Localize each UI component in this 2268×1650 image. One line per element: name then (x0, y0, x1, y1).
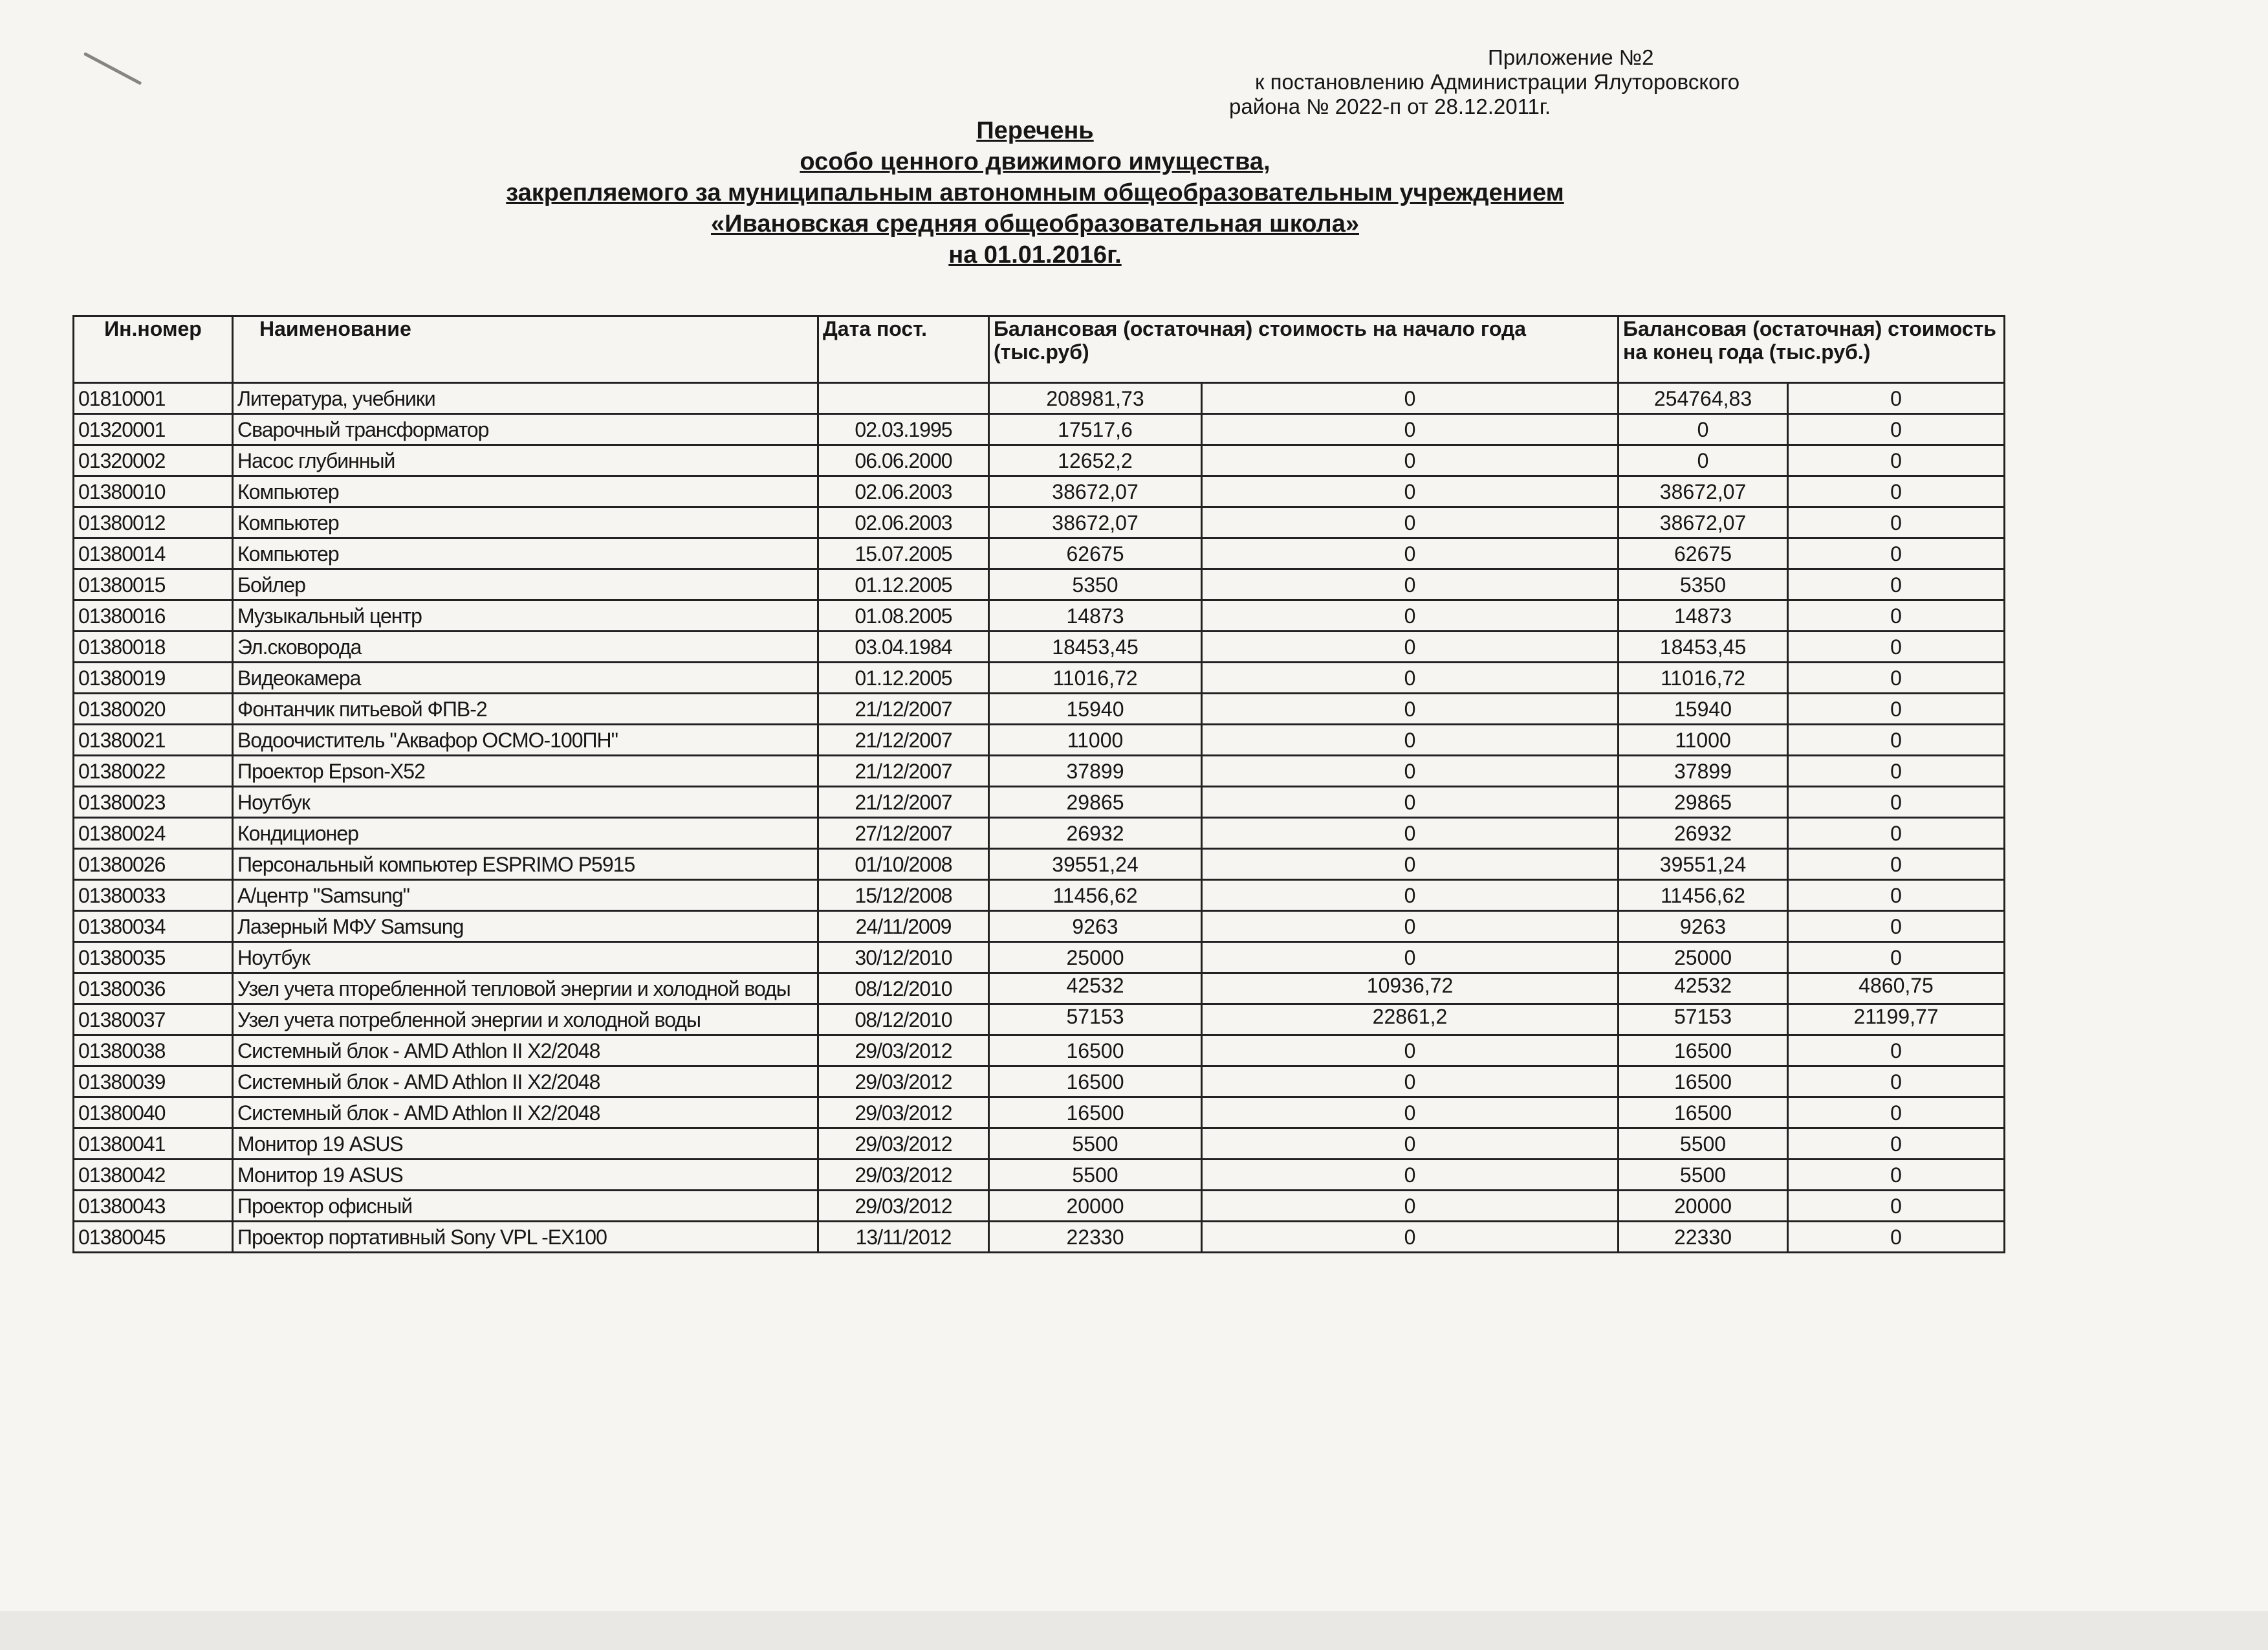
start-balance-value: 208981,73 (989, 383, 1202, 414)
title-line: на 01.01.2016г. (948, 241, 1122, 269)
item-name: Компьютер (233, 476, 818, 507)
end-residual-value: 0 (1788, 569, 2005, 600)
title-line: особо ценного движимого имущества, (800, 148, 1270, 175)
end-balance-value: 25000 (1619, 942, 1788, 973)
end-balance-value: 42532 (1619, 973, 1788, 1004)
table-row (74, 1128, 2005, 1160)
item-name: Сварочный трансформатор (233, 414, 818, 445)
item-name: Литература, учебники (233, 383, 818, 414)
table-row (74, 663, 2005, 694)
inventory-number: 01380021 (74, 725, 233, 756)
end-balance-value: 18453,45 (1619, 632, 1788, 663)
end-residual-value: 0 (1788, 694, 2005, 725)
end-residual-value: 0 (1788, 1160, 2005, 1191)
inventory-number: 01380026 (74, 849, 233, 880)
table-row (74, 1004, 2005, 1035)
end-residual-value: 4860,75 (1788, 973, 2005, 1004)
header-date: Дата пост. (818, 316, 989, 383)
start-residual-value: 0 (1202, 1097, 1619, 1128)
inventory-number: 01380024 (74, 818, 233, 849)
table-body (74, 383, 2005, 1253)
receipt-date: 21/12/2007 (818, 725, 989, 756)
receipt-date (818, 383, 989, 414)
end-residual-value: 0 (1788, 600, 2005, 632)
table-row (74, 414, 2005, 445)
inventory-number: 01320001 (74, 414, 233, 445)
end-residual-value: 0 (1788, 1097, 2005, 1128)
inventory-number: 01380014 (74, 538, 233, 569)
end-balance-value: 20000 (1619, 1191, 1788, 1222)
item-name: Монитор 19 ASUS (233, 1128, 818, 1160)
start-balance-value: 16500 (989, 1035, 1202, 1066)
title-line: Перечень (976, 117, 1094, 144)
end-residual-value: 0 (1788, 787, 2005, 818)
item-name: Персональный компьютер ESPRIMO P5915 (233, 849, 818, 880)
header-start-balance: Балансовая (остаточная) стоимость на начало года (тыс.руб) (989, 316, 1619, 383)
inventory-number: 01380036 (74, 973, 233, 1004)
table-row (74, 973, 2005, 1004)
end-balance-value: 37899 (1619, 756, 1788, 787)
inventory-number: 01380042 (74, 1160, 233, 1191)
end-residual-value: 0 (1788, 911, 2005, 942)
table-row (74, 600, 2005, 632)
start-balance-value: 39551,24 (989, 849, 1202, 880)
receipt-date: 01/10/2008 (818, 849, 989, 880)
table-header-row (74, 316, 2005, 383)
receipt-date: 29/03/2012 (818, 1160, 989, 1191)
title-line: «Ивановская средняя общеобразовательная школа» (711, 210, 1359, 237)
receipt-date: 29/03/2012 (818, 1097, 989, 1128)
end-balance-value: 16500 (1619, 1035, 1788, 1066)
start-balance-value: 12652,2 (989, 445, 1202, 476)
item-name: Системный блок - AMD Athlon II X2/2048 (233, 1097, 818, 1128)
receipt-date: 29/03/2012 (818, 1066, 989, 1097)
table-row (74, 632, 2005, 663)
end-residual-value: 0 (1788, 1035, 2005, 1066)
end-balance-value: 38672,07 (1619, 507, 1788, 538)
table-row (74, 538, 2005, 569)
start-residual-value: 0 (1202, 383, 1619, 414)
end-residual-value: 0 (1788, 1128, 2005, 1160)
start-balance-value: 26932 (989, 818, 1202, 849)
item-name: Проектор Epson-X52 (233, 756, 818, 787)
table-row (74, 476, 2005, 507)
inventory-number: 01380038 (74, 1035, 233, 1066)
start-residual-value: 0 (1202, 694, 1619, 725)
item-name: Насос глубинный (233, 445, 818, 476)
table-row (74, 1160, 2005, 1191)
receipt-date: 01.12.2005 (818, 569, 989, 600)
end-residual-value: 0 (1788, 725, 2005, 756)
start-balance-value: 5350 (989, 569, 1202, 600)
item-name: А/центр "Samsung" (233, 880, 818, 911)
inventory-number: 01320002 (74, 445, 233, 476)
receipt-date: 24/11/2009 (818, 911, 989, 942)
receipt-date: 15/12/2008 (818, 880, 989, 911)
end-residual-value: 0 (1788, 756, 2005, 787)
inventory-number: 01380010 (74, 476, 233, 507)
inventory-number: 01380015 (74, 569, 233, 600)
table-row (74, 849, 2005, 880)
appendix-line: к постановлению Администрации Ялуторовского (1255, 70, 1740, 94)
start-residual-value: 0 (1202, 1191, 1619, 1222)
start-balance-value: 17517,6 (989, 414, 1202, 445)
table-row (74, 1222, 2005, 1253)
end-balance-value: 16500 (1619, 1066, 1788, 1097)
end-residual-value: 0 (1788, 1066, 2005, 1097)
end-residual-value: 0 (1788, 942, 2005, 973)
start-balance-value: 20000 (989, 1191, 1202, 1222)
start-balance-value: 16500 (989, 1097, 1202, 1128)
table-row (74, 942, 2005, 973)
receipt-date: 15.07.2005 (818, 538, 989, 569)
start-balance-value: 57153 (989, 1004, 1202, 1035)
start-residual-value: 0 (1202, 538, 1619, 569)
document-title (323, 115, 1747, 270)
start-residual-value: 0 (1202, 942, 1619, 973)
end-balance-value: 11000 (1619, 725, 1788, 756)
end-balance-value: 26932 (1619, 818, 1788, 849)
appendix-line: Приложение №2 (1488, 45, 1654, 69)
receipt-date: 30/12/2010 (818, 942, 989, 973)
end-residual-value: 0 (1788, 445, 2005, 476)
start-balance-value: 5500 (989, 1160, 1202, 1191)
inventory-number: 01380039 (74, 1066, 233, 1097)
end-balance-value: 9263 (1619, 911, 1788, 942)
table-row (74, 694, 2005, 725)
start-residual-value: 0 (1202, 476, 1619, 507)
start-residual-value: 0 (1202, 849, 1619, 880)
start-residual-value: 0 (1202, 880, 1619, 911)
inventory-number: 01810001 (74, 383, 233, 414)
start-residual-value: 0 (1202, 1066, 1619, 1097)
inventory-number: 01380033 (74, 880, 233, 911)
receipt-date: 01.12.2005 (818, 663, 989, 694)
start-residual-value: 0 (1202, 1035, 1619, 1066)
table-row (74, 880, 2005, 911)
start-residual-value: 0 (1202, 1128, 1619, 1160)
start-balance-value: 11456,62 (989, 880, 1202, 911)
header-end-balance: Балансовая (остаточная) стоимость на конец года (тыс.руб.) (1619, 316, 2005, 383)
end-balance-value: 11456,62 (1619, 880, 1788, 911)
receipt-date: 27/12/2007 (818, 818, 989, 849)
start-balance-value: 29865 (989, 787, 1202, 818)
start-residual-value: 0 (1202, 569, 1619, 600)
item-name: Ноутбук (233, 787, 818, 818)
receipt-date: 29/03/2012 (818, 1128, 989, 1160)
inventory-number: 01380022 (74, 756, 233, 787)
table-row (74, 1066, 2005, 1097)
item-name: Компьютер (233, 507, 818, 538)
item-name: Проектор портативный Sony VPL -EX100 (233, 1222, 818, 1253)
table-row (74, 756, 2005, 787)
end-residual-value: 0 (1788, 507, 2005, 538)
receipt-date: 29/03/2012 (818, 1035, 989, 1066)
end-residual-value: 0 (1788, 663, 2005, 694)
start-balance-value: 11016,72 (989, 663, 1202, 694)
start-residual-value: 0 (1202, 445, 1619, 476)
item-name: Музыкальный центр (233, 600, 818, 632)
item-name: Монитор 19 ASUS (233, 1160, 818, 1191)
end-residual-value: 0 (1788, 632, 2005, 663)
item-name: Фонтанчик питьевой ФПВ-2 (233, 694, 818, 725)
end-balance-value: 16500 (1619, 1097, 1788, 1128)
table-row (74, 445, 2005, 476)
end-balance-value: 15940 (1619, 694, 1788, 725)
table-row (74, 1035, 2005, 1066)
table-row (74, 569, 2005, 600)
start-residual-value: 0 (1202, 787, 1619, 818)
item-name: Водоочиститель "Аквафор ОСМО-100ПН" (233, 725, 818, 756)
end-residual-value: 0 (1788, 538, 2005, 569)
start-residual-value: 0 (1202, 756, 1619, 787)
end-balance-value: 5350 (1619, 569, 1788, 600)
item-name: Бойлер (233, 569, 818, 600)
title-line: закрепляемого за муниципальным автономным общеобразовательным учреждением (506, 179, 1564, 206)
start-balance-value: 5500 (989, 1128, 1202, 1160)
start-balance-value: 25000 (989, 942, 1202, 973)
inventory-number: 01380037 (74, 1004, 233, 1035)
item-name: Компьютер (233, 538, 818, 569)
start-residual-value: 0 (1202, 1160, 1619, 1191)
start-residual-value: 0 (1202, 1222, 1619, 1253)
end-balance-value: 39551,24 (1619, 849, 1788, 880)
end-residual-value: 0 (1788, 476, 2005, 507)
end-balance-value: 57153 (1619, 1004, 1788, 1035)
table-row (74, 911, 2005, 942)
end-balance-value: 62675 (1619, 538, 1788, 569)
start-balance-value: 62675 (989, 538, 1202, 569)
end-balance-value: 5500 (1619, 1128, 1788, 1160)
inventory-number: 01380034 (74, 911, 233, 942)
receipt-date: 21/12/2007 (818, 694, 989, 725)
start-balance-value: 22330 (989, 1222, 1202, 1253)
start-residual-value: 0 (1202, 600, 1619, 632)
start-residual-value: 0 (1202, 414, 1619, 445)
end-residual-value: 0 (1788, 414, 2005, 445)
start-balance-value: 16500 (989, 1066, 1202, 1097)
start-balance-value: 9263 (989, 911, 1202, 942)
table-row (74, 725, 2005, 756)
end-balance-value: 5500 (1619, 1160, 1788, 1191)
end-balance-value: 11016,72 (1619, 663, 1788, 694)
end-balance-value: 0 (1619, 445, 1788, 476)
item-name: Кондиционер (233, 818, 818, 849)
inventory-number: 01380020 (74, 694, 233, 725)
table-row (74, 818, 2005, 849)
end-balance-value: 22330 (1619, 1222, 1788, 1253)
item-name: Узел учета пторебленной тепловой энергии и холодной воды (233, 973, 818, 1004)
appendix-note (1229, 45, 1772, 119)
inventory-number: 01380016 (74, 600, 233, 632)
header-id: Ин.номер (74, 316, 233, 383)
end-residual-value: 21199,77 (1788, 1004, 2005, 1035)
end-balance-value: 29865 (1619, 787, 1788, 818)
receipt-date: 03.04.1984 (818, 632, 989, 663)
receipt-date: 01.08.2005 (818, 600, 989, 632)
start-residual-value: 0 (1202, 632, 1619, 663)
table-row (74, 1191, 2005, 1222)
receipt-date: 08/12/2010 (818, 1004, 989, 1035)
inventory-number: 01380019 (74, 663, 233, 694)
receipt-date: 02.06.2003 (818, 476, 989, 507)
start-balance-value: 14873 (989, 600, 1202, 632)
start-residual-value: 0 (1202, 663, 1619, 694)
start-residual-value: 10936,72 (1202, 973, 1619, 1004)
inventory-number: 01380041 (74, 1128, 233, 1160)
receipt-date: 06.06.2000 (818, 445, 989, 476)
end-residual-value: 0 (1788, 1191, 2005, 1222)
start-balance-value: 11000 (989, 725, 1202, 756)
inventory-number: 01380012 (74, 507, 233, 538)
scan-edge (0, 1611, 2268, 1650)
receipt-date: 08/12/2010 (818, 973, 989, 1004)
inventory-number: 01380018 (74, 632, 233, 663)
receipt-date: 21/12/2007 (818, 787, 989, 818)
appendix-line: района № 2022-п от 28.12.2011г. (1229, 94, 1551, 118)
header-name: Наименование (233, 316, 818, 383)
start-residual-value: 22861,2 (1202, 1004, 1619, 1035)
start-residual-value: 0 (1202, 818, 1619, 849)
item-name: Узел учета потребленной энергии и холодной воды (233, 1004, 818, 1035)
end-balance-value: 254764,83 (1619, 383, 1788, 414)
receipt-date: 13/11/2012 (818, 1222, 989, 1253)
end-residual-value: 0 (1788, 880, 2005, 911)
start-residual-value: 0 (1202, 507, 1619, 538)
inventory-number: 01380040 (74, 1097, 233, 1128)
table-row (74, 507, 2005, 538)
inventory-number: 01380045 (74, 1222, 233, 1253)
start-balance-value: 38672,07 (989, 507, 1202, 538)
property-table (72, 315, 2005, 1253)
end-residual-value: 0 (1788, 1222, 2005, 1253)
end-balance-value: 38672,07 (1619, 476, 1788, 507)
end-residual-value: 0 (1788, 849, 2005, 880)
inventory-number: 01380023 (74, 787, 233, 818)
table-row (74, 383, 2005, 414)
end-residual-value: 0 (1788, 818, 2005, 849)
item-name: Системный блок - AMD Athlon II X2/2048 (233, 1035, 818, 1066)
end-residual-value: 0 (1788, 383, 2005, 414)
end-balance-value: 0 (1619, 414, 1788, 445)
start-balance-value: 18453,45 (989, 632, 1202, 663)
item-name: Лазерный МФУ Samsung (233, 911, 818, 942)
start-balance-value: 42532 (989, 973, 1202, 1004)
start-balance-value: 15940 (989, 694, 1202, 725)
pen-mark (83, 52, 142, 85)
table-row (74, 1097, 2005, 1128)
receipt-date: 21/12/2007 (818, 756, 989, 787)
start-balance-value: 37899 (989, 756, 1202, 787)
item-name: Системный блок - AMD Athlon II X2/2048 (233, 1066, 818, 1097)
table-row (74, 787, 2005, 818)
item-name: Видеокамера (233, 663, 818, 694)
start-residual-value: 0 (1202, 725, 1619, 756)
item-name: Ноутбук (233, 942, 818, 973)
receipt-date: 29/03/2012 (818, 1191, 989, 1222)
inventory-number: 01380035 (74, 942, 233, 973)
receipt-date: 02.06.2003 (818, 507, 989, 538)
end-balance-value: 14873 (1619, 600, 1788, 632)
start-balance-value: 38672,07 (989, 476, 1202, 507)
start-residual-value: 0 (1202, 911, 1619, 942)
item-name: Эл.сковорода (233, 632, 818, 663)
receipt-date: 02.03.1995 (818, 414, 989, 445)
item-name: Проектор офисный (233, 1191, 818, 1222)
inventory-number: 01380043 (74, 1191, 233, 1222)
